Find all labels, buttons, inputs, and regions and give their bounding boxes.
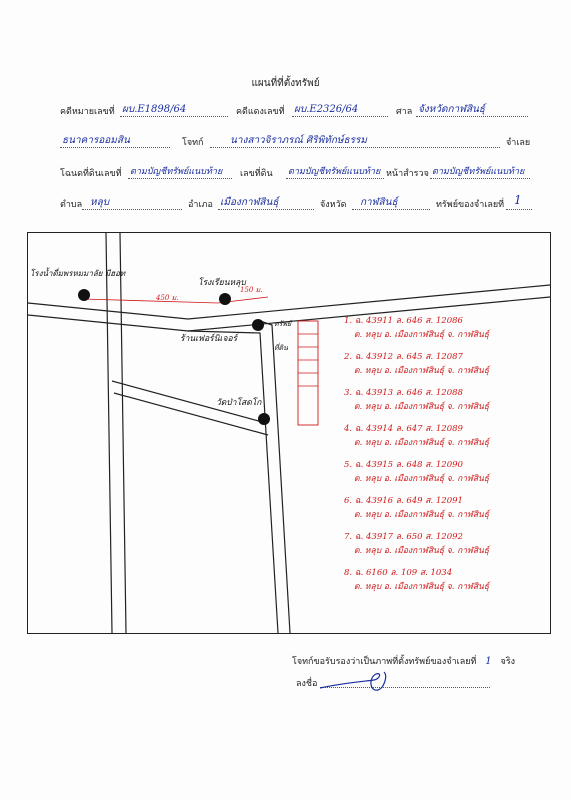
signature-line — [296, 676, 317, 690]
item-dots — [506, 208, 532, 210]
defendant-label: โจทก์ — [182, 138, 204, 148]
land-value: ตามบัญชีทรัพย์แนบท้าย — [288, 167, 381, 177]
landmark-dot-water — [78, 289, 90, 301]
landmark-temple-label: วัดป่าโสดโก — [216, 398, 262, 408]
case-row — [60, 102, 531, 118]
court-value: จังหวัดกาฬสินธุ์ — [418, 104, 485, 115]
case-no-value: ผบ.E1898/64 — [122, 104, 187, 115]
road-vertical-outer — [106, 233, 112, 633]
sign-label: ลงชื่อ — [296, 679, 318, 689]
plot-1-line2: ต. หลุบ อ. เมืองกาฬสินธุ์ จ. กาฬสินธุ์ — [354, 330, 490, 340]
plot-6-line2: ต. หลุบ อ. เมืองกาฬสินธุ์ จ. กาฬสินธุ์ — [354, 510, 490, 520]
certify-suffix: จริง — [500, 657, 516, 667]
deed-label: โฉนดที่ดินเลขที่ — [60, 169, 122, 179]
subdistrict-label: ตำบล — [60, 200, 83, 210]
road-right-outer — [188, 331, 278, 633]
plot-4-line1: 4. ฉ. 43914 ล. 647 ส. 12089 — [344, 424, 463, 434]
defendant-value: นางสาวจิราภรณ์ ศิริพิทักษ์ธรรม — [230, 135, 367, 146]
role-label: จำเลย — [506, 138, 531, 148]
landmark-school-label: โรงเรียนหลุบ — [198, 278, 246, 288]
case-no-label: คดีหมายเลขที่ — [60, 107, 115, 117]
plot-5-line1: 5. ฉ. 43915 ล. 648 ส. 12090 — [344, 460, 463, 470]
plot-mark-2: ที่ดิน — [274, 344, 288, 352]
plot-2-line1: 2. ฉ. 43912 ล. 645 ส. 12087 — [344, 352, 463, 362]
location-map — [27, 232, 551, 634]
subdistrict-value: หลุบ — [90, 197, 110, 208]
road-vertical-inner — [120, 233, 126, 633]
signature-scribble — [318, 664, 398, 698]
deed-value: ตามบัญชีทรัพย์แนบท้าย — [130, 167, 223, 177]
plot-mark-1: ทรัพย์ — [274, 320, 292, 328]
plot-8-line1: 8. ฉ. 6160 ล. 109 ส. 1034 — [344, 568, 453, 578]
landmark-dot-school — [219, 293, 231, 305]
red-case-label: คดีแดงเลขที่ — [236, 107, 285, 117]
district-label: อำเภอ — [188, 200, 213, 210]
item-value: 1 — [514, 193, 522, 207]
survey-label: หน้าสำรวจ — [386, 169, 429, 179]
item-label: ทรัพย์ของจำเลยที่ — [436, 200, 505, 210]
province-label: จังหวัด — [320, 200, 347, 210]
distance-label-2: 150 ม. — [240, 286, 263, 294]
landmark-furniture-label: ร้านเฟอร์นิเจอร์ — [180, 334, 238, 344]
plot-1-line1: 1. ฉ. 43911 ล. 646 ส. 12086 — [344, 316, 463, 326]
certify-value: 1 — [485, 656, 492, 667]
plot-2-line2: ต. หลุบ อ. เมืองกาฬสินธุ์ จ. กาฬสินธุ์ — [354, 366, 490, 376]
landmark-dot-temple — [258, 413, 270, 425]
red-case-value: ผบ.E2326/64 — [294, 104, 359, 115]
certify-prefix: โจทก์ขอรับรองว่าเป็นภาพที่ตั้งทรัพย์ของจำเลยที่ — [292, 657, 477, 667]
survey-value: ตามบัญชีทรัพย์แนบท้าย — [432, 167, 525, 177]
map-drawing — [28, 233, 550, 633]
distance-arrow-1 — [83, 299, 218, 303]
plot-5-line2: ต. หลุบ อ. เมืองกาฬสินธุ์ จ. กาฬสินธุ์ — [354, 474, 490, 484]
distance-label-1: 450 ม. — [156, 294, 179, 302]
plot-7-line2: ต. หลุบ อ. เมืองกาฬสินธุ์ จ. กาฬสินธุ์ — [354, 546, 490, 556]
land-label: เลขที่ดิน — [240, 169, 273, 179]
court-label: ศาล — [396, 107, 413, 117]
landmark-dot-furniture — [252, 319, 264, 331]
district-value: เมืองกาฬสินธุ์ — [220, 197, 279, 208]
landmark-water-label: โรงน้ำดื่มพรหมมาลัย มีฮอท — [30, 269, 126, 278]
document-title: แผนที่ที่ตั้งทรัพย์ — [251, 78, 320, 89]
plaintiff-value: ธนาคารออมสิน — [62, 135, 130, 146]
deed-row — [60, 164, 531, 180]
plot-7-line1: 7. ฉ. 43917 ล. 650 ส. 12092 — [344, 532, 463, 542]
plot-8-line2: ต. หลุบ อ. เมืองกาฬสินธุ์ จ. กาฬสินธุ์ — [354, 582, 490, 592]
plot-3-line1: 3. ฉ. 43913 ล. 646 ส. 12088 — [344, 388, 463, 398]
province-value: กาฬสินธุ์ — [360, 197, 398, 208]
plot-3-line2: ต. หลุบ อ. เมืองกาฬสินธุ์ จ. กาฬสินธุ์ — [354, 402, 490, 412]
plot-6-line1: 6. ฉ. 43916 ล. 649 ส. 12091 — [344, 496, 463, 506]
location-row — [60, 195, 531, 211]
plot-4-line2: ต. หลุบ อ. เมืองกาฬสินธุ์ จ. กาฬสินธุ์ — [354, 438, 490, 448]
parties-row — [60, 133, 531, 149]
